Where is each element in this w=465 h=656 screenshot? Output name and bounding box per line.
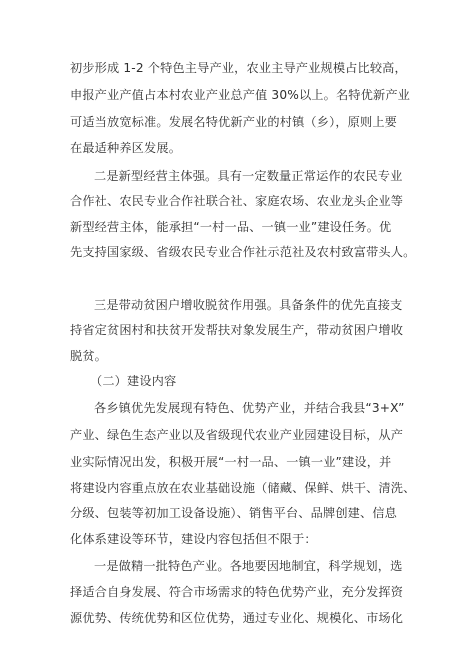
text-line: 产业、绿色生态产业以及省级现代农业产业园建设目标，从产	[70, 428, 404, 442]
text-line: 持省定贫困村和扶贫开发帮扶对象发展生产，带动贫困户增收	[70, 323, 404, 337]
paragraph-start-line: 各乡镇优先发展现有特色、优势产业，并结合我县“3+X”	[94, 401, 405, 415]
text-line: 新型经营主体，能承担“一村一品、一镇一业”建设任务。优	[70, 220, 392, 234]
paragraph-start-line: 一是做精一批特色产业。各地要因地制宜，科学规划，选	[94, 559, 403, 573]
paragraph-start-line: 三是带动贫困户增收脱贫作用强。具备条件的优先直接支	[94, 298, 403, 312]
section-heading: （二）建设内容	[90, 374, 177, 388]
text-line: 脱贫。	[70, 349, 108, 363]
text-line: 可适当放宽标准。发展名特优新产业的村镇（乡），原则上要	[70, 115, 398, 129]
paragraph-start-line: 二是新型经营主体强。具有一定数量正常运作的农民专业	[94, 169, 403, 183]
text-line: 源优势、传统优势和区位优势，通过专业化、规模化、市场化	[70, 611, 404, 625]
text-line: 申报产业产值占本村农业产业总产值 30%以上。名特优新产业	[70, 88, 410, 102]
text-line: 分级、包装等初加工设备设施）、销售平台、品牌创建、信息	[70, 506, 398, 520]
text-line: 业实际情况出发，积极开展“一村一品、一镇一业”建设，并	[70, 455, 392, 469]
text-line: 先支持国家级、省级农民专业合作社示范社及农村致富带头人。	[70, 245, 416, 259]
text-line: 初步形成 1-2 个特色主导产业，农业主导产业规模占比较高，	[70, 61, 407, 75]
text-line: 将建设内容重点放在农业基础设施（储藏、保鲜、烘干、清洗、	[70, 481, 416, 495]
text-line: 在最适种养区发展。	[70, 141, 182, 155]
text-line: 化体系建设等环节，建设内容包括但不限于：	[70, 532, 317, 546]
text-line: 合作社、农民专业合作社联合社、家庭农场、农业龙头企业等	[70, 194, 404, 208]
text-line: 择适合自身发展、符合市场需求的特色优势产业，充分发挥资	[70, 585, 404, 599]
